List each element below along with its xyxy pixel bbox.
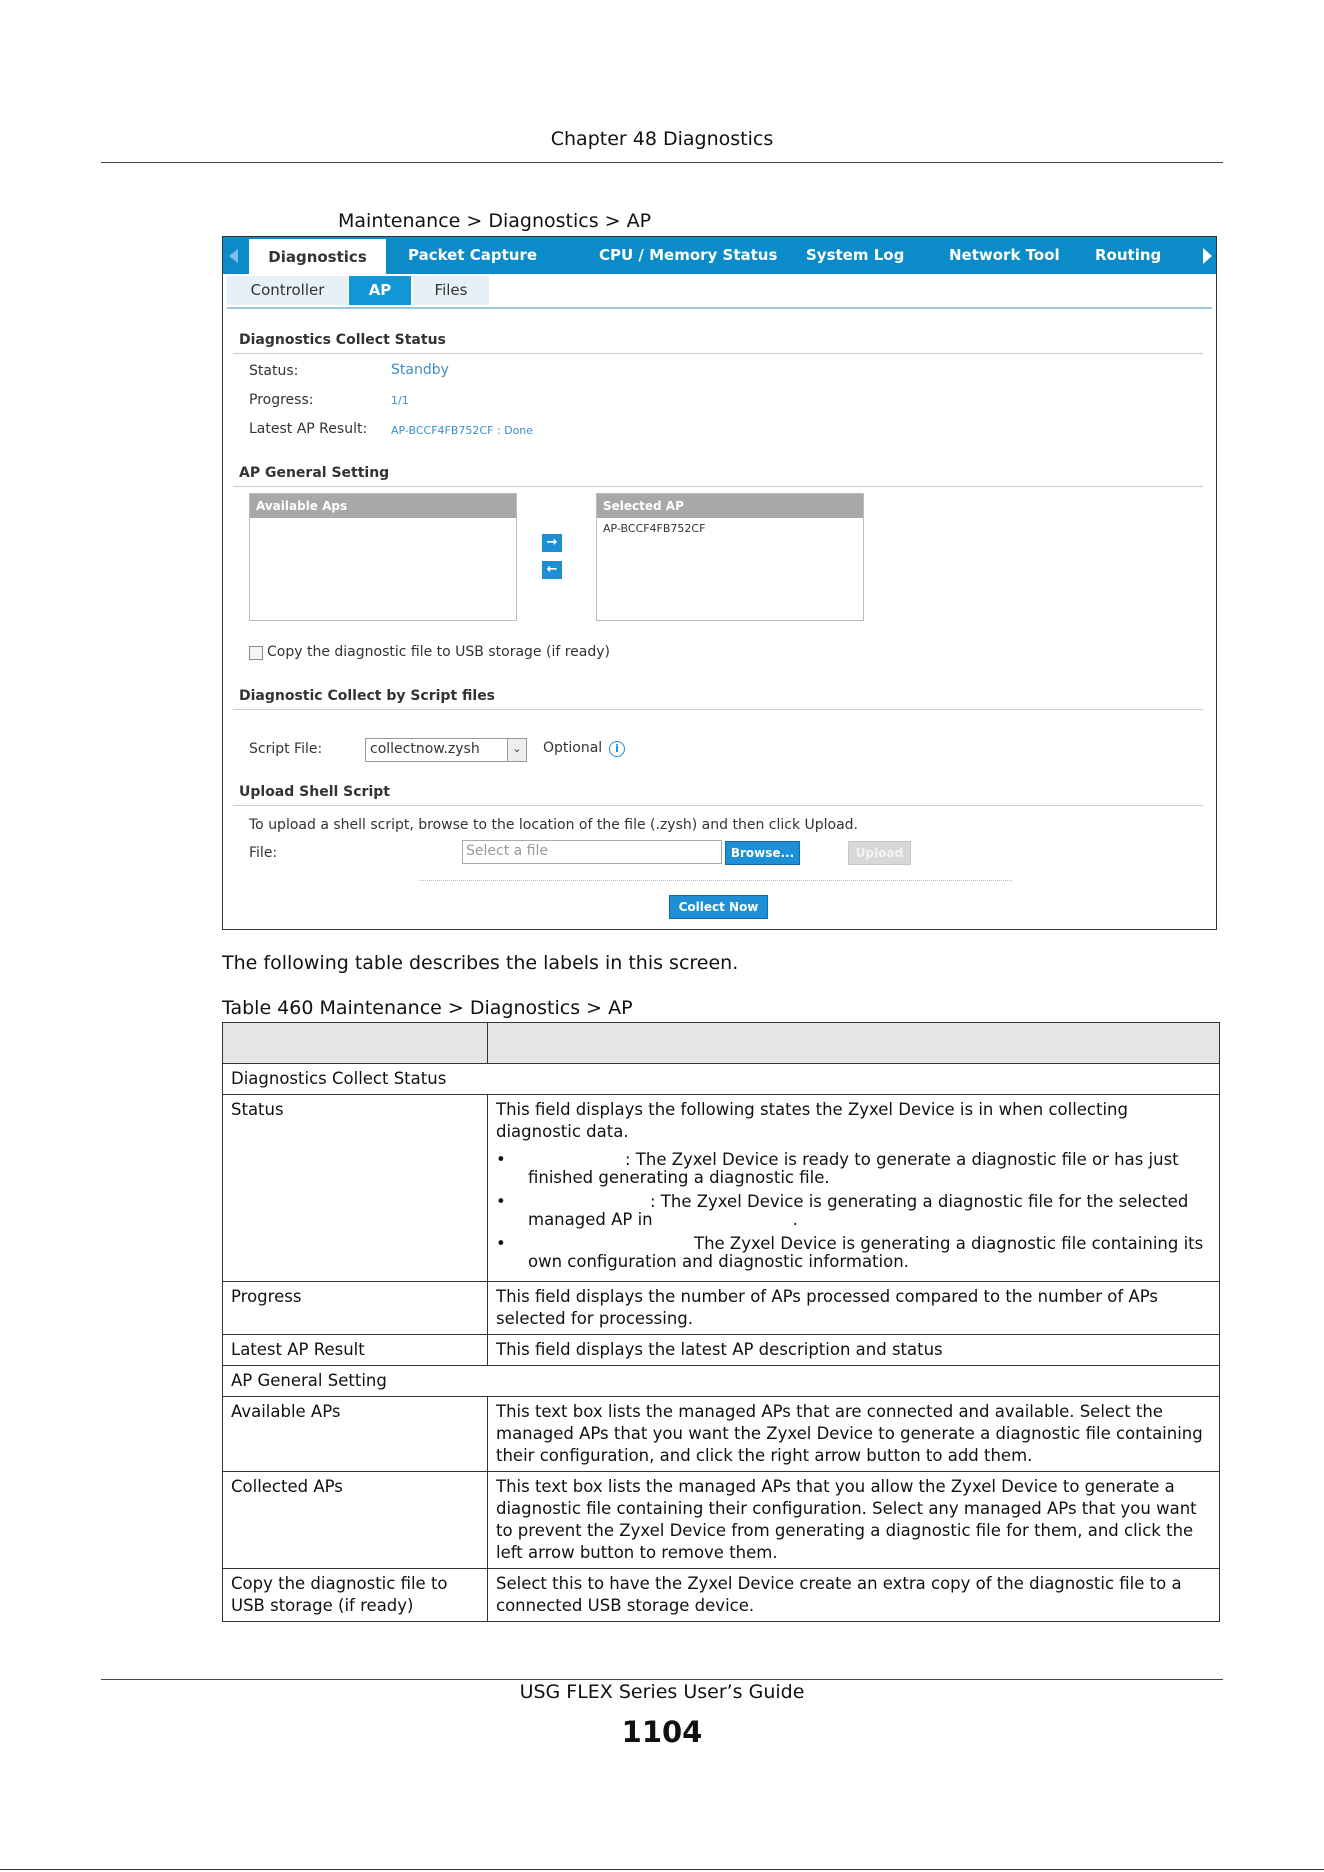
guide-title: USG FLEX Series User’s Guide [519,1681,805,1703]
header-rule [101,162,1223,163]
subtab-ap[interactable]: AP [349,276,411,305]
row-desc-status [488,1095,1220,1282]
upload-instructions: To upload a shell script, browse to the location of the file (.zysh) and then click Upload. [249,817,858,833]
diagnostics-screenshot [222,236,1217,930]
section-divider [233,486,1203,487]
table-header-row [223,1023,1220,1064]
row-label-latest: Latest AP Result [223,1335,488,1366]
status-desc-text: This field displays the following states the Zyxel Device is in when collecting diagnostic data. [496,1100,1128,1141]
table-row [223,1397,1220,1472]
script-file-select[interactable] [365,738,527,762]
table-row [223,1335,1220,1366]
page-number: 1104 [621,1715,703,1749]
row-desc-progress: This field displays the number of APs processed compared to the number of APs selected for processing. [488,1282,1220,1335]
table-row [223,1064,1220,1095]
dotted-divider [419,880,1012,881]
status-bullet: • : The Zyxel Device is generating a diagnostic file for the selected managed AP in . [528,1193,1211,1229]
header-cell-description [488,1023,1220,1064]
tab-cpu-memory-status[interactable]: CPU / Memory Status [599,246,778,264]
collect-status-heading: Diagnostics Collect Status [239,332,446,348]
add-right-arrow-button[interactable]: → [542,534,562,552]
copy-usb-checkbox[interactable] [249,646,263,660]
section-divider [233,353,1203,354]
selected-ap-item[interactable]: AP-BCCF4FB752CF [603,522,706,535]
figure-caption: Maintenance > Diagnostics > AP [338,210,652,232]
table-row [223,1095,1220,1282]
row-desc-latest: This field displays the latest AP description and status [488,1335,1220,1366]
selected-ap-list[interactable] [596,493,864,621]
available-aps-header: Available Aps [250,494,516,518]
file-input-placeholder: Select a file [466,843,548,859]
status-bullet-list [496,1151,1211,1271]
file-label: File: [249,845,278,861]
copy-usb-label: Copy the diagnostic file to USB storage (if ready) [267,644,610,660]
script-file-label: Script File: [249,741,323,757]
progress-label: Progress: [249,392,314,408]
info-icon[interactable]: i [609,741,625,757]
collect-now-button[interactable]: Collect Now [669,895,768,919]
row-label-copy: Copy the diagnostic file to USB storage (if ready) [223,1569,488,1622]
upload-shell-heading: Upload Shell Script [239,784,390,800]
status-bullet: • The Zyxel Device is generating a diagnostic file containing its own configuration and diagnostic information. [528,1235,1211,1271]
file-input[interactable] [462,840,722,864]
table-row [223,1472,1220,1569]
footer-rule [101,1679,1223,1680]
ap-general-heading: AP General Setting [239,465,390,481]
status-bullet: • : The Zyxel Device is ready to generate a diagnostic file or has just finished generating a diagnostic file. [528,1151,1211,1187]
optional-label: Optional [543,740,603,756]
row-label-collected: Collected APs [223,1472,488,1569]
chapter-title: Chapter 48 Diagnostics [550,128,774,150]
script-file-value: collectnow.zysh [370,741,480,757]
available-aps-list[interactable] [249,493,517,621]
section-row-general: AP General Setting [223,1366,1220,1397]
subtab-files[interactable]: Files [413,276,489,305]
tab-packet-capture[interactable]: Packet Capture [408,246,538,264]
tab-network-tool[interactable]: Network Tool [949,246,1060,264]
table-intro: The following table describes the labels in this screen. [222,952,739,974]
row-desc-copy: Select this to have the Zyxel Device create an extra copy of the diagnostic file to a connected USB storage device. [488,1569,1220,1622]
latest-ap-result-value: AP-BCCF4FB752CF : Done [391,424,534,437]
script-files-heading: Diagnostic Collect by Script files [239,688,496,704]
subtab-controller[interactable]: Controller [227,276,348,305]
row-desc-collected: This text box lists the managed APs that you allow the Zyxel Device to generate a diagnostic file containing their configuration. Select any managed APs that you want to prevent the Zyxel Device from generating a diagnostic file for them, and click the left arrow button to remove them. [488,1472,1220,1569]
row-label-progress: Progress [223,1282,488,1335]
table-row [223,1569,1220,1622]
tab-routing-traces[interactable]: Routing Traces [1095,246,1162,301]
description-table [222,1022,1220,1622]
progress-value: 1/1 [391,394,409,407]
latest-ap-result-label: Latest AP Result: [249,421,368,437]
row-label-status: Status [223,1095,488,1282]
row-label-available: Available APs [223,1397,488,1472]
chevron-down-icon[interactable]: ⌄ [507,739,526,761]
tab-diagnostics[interactable]: Diagnostics [249,237,386,274]
scroll-right-icon[interactable] [1203,248,1212,264]
selected-ap-header: Selected AP [597,494,863,518]
sub-tab-bar [227,274,1212,309]
row-desc-available: This text box lists the managed APs that are connected and available. Select the managed APs that you want the Zyxel Device to generate a diagnostic file containing their configuration, and click the right arrow button to add them. [488,1397,1220,1472]
table-caption: Table 460 Maintenance > Diagnostics > AP [222,997,633,1019]
header-cell-label [223,1023,488,1064]
section-row-collect-status: Diagnostics Collect Status [223,1064,1220,1095]
section-divider [233,709,1203,710]
status-label: Status: [249,363,299,379]
table-row [223,1282,1220,1335]
upload-button[interactable]: Upload [848,841,911,865]
status-value: Standby [391,362,449,378]
scroll-left-icon[interactable] [229,249,238,263]
page-edge-rule [0,1869,1324,1870]
section-divider [233,805,1203,806]
tab-system-log[interactable]: System Log [806,246,905,264]
remove-left-arrow-button[interactable]: ← [542,561,562,579]
browse-button[interactable]: Browse... [725,841,800,865]
table-row [223,1366,1220,1397]
